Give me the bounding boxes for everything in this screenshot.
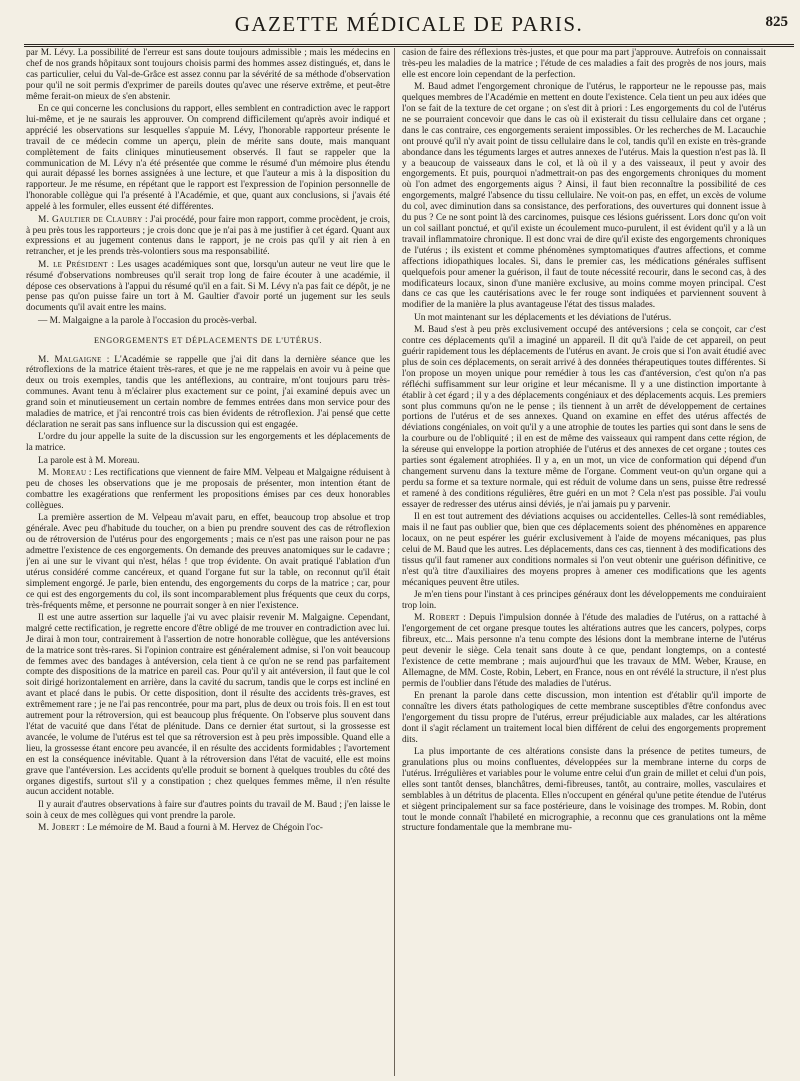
masthead [24,10,794,40]
right-column [402,48,766,1078]
paragraph-text: Je m'en tiens pour l'instant à ces principes généraux dont les développements me conduiraient trop loin. [402,589,766,611]
paragraph [26,613,390,798]
speaker-name: M. Moreau [38,468,87,479]
left-column [26,48,390,1078]
speaker-name: M. Malgaigne [38,354,102,365]
paragraph [402,747,766,834]
paragraph-text: — M. Malgaigne a la parole à l'occasion du procès-verbal. [38,315,257,326]
paragraph-text: En ce qui concerne les conclusions du rapport, elles semblent en contradiction avec le rapport lui-même, et je ne saurais les approuver. On comprend difficilement qu'après avoir indiqué et apprécié les observations sur lesquelles s'appuie M. Lévy, l'honorable rapporteur présente le travail de ce médecin comme un aperçu, plein de mérite sans doute, mais manquant complètement de faits cliniques minutieusement observés. Il faut se rappeler que la communication de M. Lévy n'a été présentée que comme le résumé d'un mémoire plus étendu qui aurait dépassé les bornes assignées à une lecture, et que l'auteur a mis à la disposition du rapporteur. Je me résume, en répétant que le rapport est l'expression de l'opinion personnelle de l'honorable collègue qui l'a présenté à l'Académie, et que, quant aux conclusions, si j'avais été appelé à les formuler, elles eussent été différentes. [26,104,390,213]
paragraph-text: M. Baud admet l'engorgement chronique de l'utérus, le rapporteur ne le repousse pas, mais quelques membres de l'Académie en mettent en doute l'existence. Cela tient un peu aux idées que l'on se fait de la texture de cet organe ; on s'est dit à priori : Les engorgements du col de l'utérus ne se pourraient concevoir que dans le cas où il existerait du tissu cellulaire dans cet organe ; dans le cas contraire, ces engorgements seraient impossibles. Or les recherches de M. Lacauchie ont prouvé qu'il n'y avait point de tissu cellulaire dans le col, tandis qu'il en existe en très-grande abondance dans les téguments larges et autres annexes de l'utérus. Mais la question n'est pas là. Il y a beaucoup de vaisseaux dans le col, et là où il y a des vaisseaux, il peut y avoir des engorgements. Et puis, pourquoi n'admettrait-on pas des engorgements chroniques du moment où l'on admet des engorgements aigus ? Ainsi, il faut bien reconnaître la possibilité de ces engorgements, malgré l'absence du tissu cellulaire. Ne voit-on pas, en effet, un excès de volume du col, avec diminution dans sa consistance, des perforations, des ouvertures qui donnent issue à du pus ? Ce ne sont point là des carcinomes, puisque ces lésions guérissent. Lors donc qu'on voit un col saillant ponctué, et qu'il existe un écoulement muco-purulent, il est évident qu'il y a là un travail inflammatoire chronique. Il est donc vrai de dire qu'il existe des engorgements chroniques de l'utérus ; ils existent et comme phénomènes symptomatiques d'autres affections, et comme affections idiopathiques locales. Si, dans le premier cas, les médications générales suffisent quelquefois pour amener la guérison, il faut de toute nécessité recourir, dans le second cas, à des modificateurs locaux, sinon d'une manière exclusive, au moins comme moyen principal. C'est dans ce cas que les cautérisations avec le fer rouge sont indiquées et parviennent souvent à modifier de la manière la plus avantageuse l'état des tissus malades. [402,82,766,311]
paragraph [402,512,766,588]
paragraph-text: : J'ai procédé, pour faire mon rapport, comme procèdent, je crois, à peu près tous les rapporteurs ; je crois donc que je n'ai pas à me justifier à cet égard. Quant aux expressions et au jugement contenus dans le rapport, je ne crois pas qu'il y ait rien à en retrancher, et je les prends très-volontiers sous ma responsabilité. [26,214,390,258]
paragraph [26,456,390,467]
paragraph [402,82,766,311]
paragraph [26,104,390,213]
page-number: 825 [765,14,788,30]
paragraph [26,800,390,822]
paragraph [26,316,390,327]
paragraph-text: Il est une autre assertion sur laquelle j'ai vu avec plaisir revenir M. Malgaigne. Cependant, malgré cette rectification, je regrette encore d'être obligé de me trouver en contradiction avec lui. Je dirai à mon tour, contrairement à l'assertion de notre honorable collègue, que les antéversions de la matrice sont très-rares. Si l'opinion contraire est généralement admise, si l'on voit beaucoup de femmes avec des bandages à antéversion, cela tient à ce qu'on ne se rend pas parfaitement compte des dispositions de la matrice en pareil cas. Pour qu'il y ait antéversion, il faut que le col soit dirigé horizontalement en arrière, dans la cavité du sacrum, tandis que le corps est incliné en avant et placé dans le pubis. Or cette disposition, dont il résulte des accidents très-graves, est extrêmement rare ; je ne l'ai pas rencontrée, pour ma part, plus de deux ou trois fois. Il en est tout autrement pour la rétroversion, qui est beaucoup plus fréquente. On l'observe plus souvent dans l'état de vacuité que dans l'état de plénitude. Dans ce dernier état surtout, si la grossesse est avancée, le volume de l'utérus est tel que sa rétroversion est à peu près impossible. Quand elle a lieu, la grossesse étant encore peu avancée, il en résulte des accidents formidables ; l'avortement en est la conséquence inévitable. Quant à la rétroversion dans l'état de vacuité, elle est moins grave que l'antéversion. Les accidents qu'elle produit se bornent à quelques troubles du côté des organes digestifs, surtout s'il y a constipation ; chez quelques femmes même, il n'en résulte aucun accident notable. [26,612,390,798]
paragraph [26,48,390,103]
header-rule [24,44,794,47]
paragraph [402,613,766,689]
paragraph-text: : Le mémoire de M. Baud a fourni à M. Hervez de Chégoin l'oc- [79,823,323,834]
paragraph-text: M. Baud s'est à peu près exclusivement occupé des antéversions ; cela se conçoit, car c'est contre ces déplacements qu'il a imaginé un appareil. Il dit qu'à l'aide de cet appareil, on peut guérir rapidement tous les déplacements de l'utérus en avant. Je crois que si l'on avait étudié avec plus de soin ces déplacements, on serait arrivé à des données thérapeutiques toutes différentes. Si l'on propose un moyen unique pour remédier à tous les cas d'antéversion, c'est qu'on n'a pas réfléchi suffisamment sur leur origine et leur mécanisme. Il y a une distinction importante à établir à cet égard ; il y a des déplacements congéniaux et des déplacements acquis. Les premiers sont plus communs qu'on ne le pense ; ils tiennent à un arrêt de développement de certaines portions de l'utérus et de ses annexes. Quand on examine en effet des utérus affectés de déviations congéniales, on voit qu'il y a une atrophie de toutes les parties qui sont dans le sens de la courbure ou de l'obliquité ; il en est de même des vaisseaux qui rampent dans cette région, de la séreuse qui enveloppe la portion atrophiée de l'utérus et des annexes de cet organe ; toutes ces parties sont également atrophiées. Il y a, en un mot, un vice de conformation qui dépend d'un changement survenu dans la texture même de l'organe. Comment veut-on qu'un organe qui a perdu sa forme et sa texture normale, qui est réduit de volume dans un sens, puisse être redressé et ramené à des conditions régulières, être guéri en un mot ? Cela n'est pas possible. J'ai voulu essayer de redresser des utérus ainsi déviés, je n'ai jamais pu y parvenir. [402,325,766,510]
section-heading: ENGORGEMENTS ET DÉPLACEMENTS DE L'UTÉRUS. [93,335,323,345]
speaker-name: M. Robert [414,613,460,624]
paragraph [402,325,766,510]
paragraph-text: Il y aurait d'autres observations à faire sur d'autres points du travail de M. Baud ; j'en laisse le soin à ceux de mes collègues qui vont prendre la parole. [26,799,390,821]
paragraph-text: Un mot maintenant sur les déplacements et les déviations de l'utérus. [414,312,672,323]
paragraph-text: Il en est tout autrement des déviations acquises ou accidentelles. Celles-là sont remédiables, mais il ne faut pas oublier que, bien que ces déplacements soient des phénomènes en apparence locaux, on ne peut espérer les guérir exclusivement à l'aide de moyens mécaniques, pas plus celui de M. Baud que les autres. Les déplacements, dans ces cas, tiennent à des modifications des tissus qu'il faut ramener aux conditions normales si l'on veut obtenir une guérison définitive, ce n'est qu'à titre d'auxiliaires des moyens propres à amener ces modifications que les agents mécaniques peuvent être utiles. [402,512,766,588]
speaker-name: M. le Président [38,259,108,270]
speaker-name: M. Jobert [38,823,80,834]
paragraph-text: casion de faire des réflexions très-justes, et que pour ma part j'approuve. Autrefois on connaissait très-peu les maladies de la matrice ; l'étude de ces maladies a fait des progrès de nos jours, mais elle est encore loin cependant de la perfection. [402,48,766,80]
paragraph-text: : Les rectifications que viennent de faire MM. Velpeau et Malgaigne réduisent à peu de choses les observations que je me proposais de présenter, mon intention étant de combattre les exagérations que renferment les propositions émises par ces deux honorables collègues. [26,468,390,511]
column-divider [394,48,395,1076]
paragraph-text: L'ordre du jour appelle la suite de la discussion sur les engorgements et les déplacements de la matrice. [26,432,390,454]
paragraph [26,823,390,834]
paragraph [402,691,766,746]
paragraph-text: La plus importante de ces altérations consiste dans la présence de petites tumeurs, de granulations plus ou moins confluentes, développées sur la membrane interne du corps de l'utérus. Irrégulières et variables pour le volume entre celui d'un grain de millet et celui d'un pois, elles sont tantôt denses, blanchâtres, demi-fibreuses, tantôt, au contraire, molles, vasculaires et semblables à un détritus de placenta. Elles n'occupent en général qu'une petite étendue de l'utérus et siègent principalement sur sa face postérieure, dans le voisinage des trompes. M. Robin, dont tout le monde connaît l'habileté en micrographie, a reconnu que ces granulations ont la même structure fondamentale que la membrane mu- [402,747,766,834]
paragraph [26,513,390,611]
paragraph [26,260,390,315]
paragraph-text: : Depuis l'impulsion donnée à l'étude des maladies de l'utérus, on a rattaché à l'engorgement de cet organe presque toutes les altérations autres que les cancers, polypes, corps fibreux, etc... Mais personne n'a tenu compte des lésions dont la membrane interne de l'utérus peut devenir le siège. Cela tenait sans doute à ce que, pendant longtemps, on a contesté l'existence de cette membrane ; mais aujourd'hui que les travaux de MM. Weber, Krause, en Allemagne, de MM. Coste, Robin, Lebert, en France, nous en ont révélé la structure, il n'est plus permis de l'oublier dans l'étude des maladies de l'utérus. [402,613,766,689]
journal-title: GAZETTE MÉDICALE DE PARIS. [234,12,584,36]
paragraph-text: par M. Lévy. La possibilité de l'erreur est sans doute toujours admissible ; mais les médecins en chef de nos grands hôpitaux sont toujours choisis parmi des hommes assez distingués, et, dans le cas particulier, celui du Val-de-Grâce est assez connu par la sévérité de sa méthode d'observation pour qu'il ne soit permis d'exprimer de pareils doutes qu'avec une réserve extrême, et peut-être même ferait-on mieux de s'en abstenir. [26,48,390,102]
paragraph-text: : Les usages académiques sont que, lorsqu'un auteur ne veut lire que le résumé d'observations nombreuses qu'il serait trop long de faire écouter à une académie, il dépose ces observations à l'appui du résumé qu'il en a fait. Si M. Lévy n'a pas fait ce dépôt, je ne pense pas qu'on puisse faire un tort à M. Gaultier d'avoir porté un jugement sur les seuls documents qu'il avait entre les mains. [26,259,390,314]
paragraph [26,468,390,512]
paragraph-text: La première assertion de M. Velpeau m'avait paru, en effet, beaucoup trop absolue et trop générale. Avec peu d'habitude du toucher, on a bien pu prendre souvent des cas de rétroflexion ou de rétroversion de l'utérus pour des engorgements ; mais ce n'est pas une raison pour ne pas admettre l'existence de ces engorgements. On demande des preuves anatomiques sur le cadavre ; j'en ai une sur le vivant qui n'est, hélas ! que trop évidente. On avait pratiqué l'ablation d'un utérus considéré comme cancéreux, et quand l'organe fut sur la table, on reconnut qu'il était simplement engorgé. Je parle, bien entendu, des engorgements du corps de la matrice ; car, pour ce qui est des engorgements du col, ils sont incomparablement plus fréquents que ceux du corps, très-fréquents même, et personne ne pourrait songer à en nier l'existence. [26,513,390,611]
paragraph [402,313,766,324]
paragraph [26,432,390,454]
paragraph [26,355,390,431]
paragraph [402,590,766,612]
paragraph [402,48,766,81]
paragraph-text: : L'Académie se rappelle que j'ai dit dans la dernière séance que les rétroflexions de la matrice étaient très-rares, et que je ne me rappelais en avoir vu à peine que deux ou trois exemples, tandis que les antéflexions, au contraire, m'ont toujours paru très-communes. Avant tenu à m'éclairer plus exactement sur ce point, j'ai examiné depuis avec un grand soin et minutieusement un certain nombre de femmes entrées dans mon service pour des maladies de matrice, et j'ai rencontré trois cas bien évidents de rétroflexion. J'ai pensé que cette déclaration ne serait pas sans influence sur la discussion qui est engagée. [26,354,390,430]
paragraph-text: En prenant la parole dans cette discussion, mon intention est d'établir qu'il importe de connaître les divers états pathologiques de cette membrane susceptibles d'être confondus avec l'engorgement du tissu propre de l'utérus, erreur préjudiciable aux malades, car les altérations dont il s'agit réclament un traitement local bien différent de celui des engorgements proprement dits. [402,691,766,745]
paragraph [26,215,390,259]
speaker-name: M. Gaultier de Claubry [38,214,143,225]
paragraph-text: La parole est à M. Moreau. [38,455,140,466]
